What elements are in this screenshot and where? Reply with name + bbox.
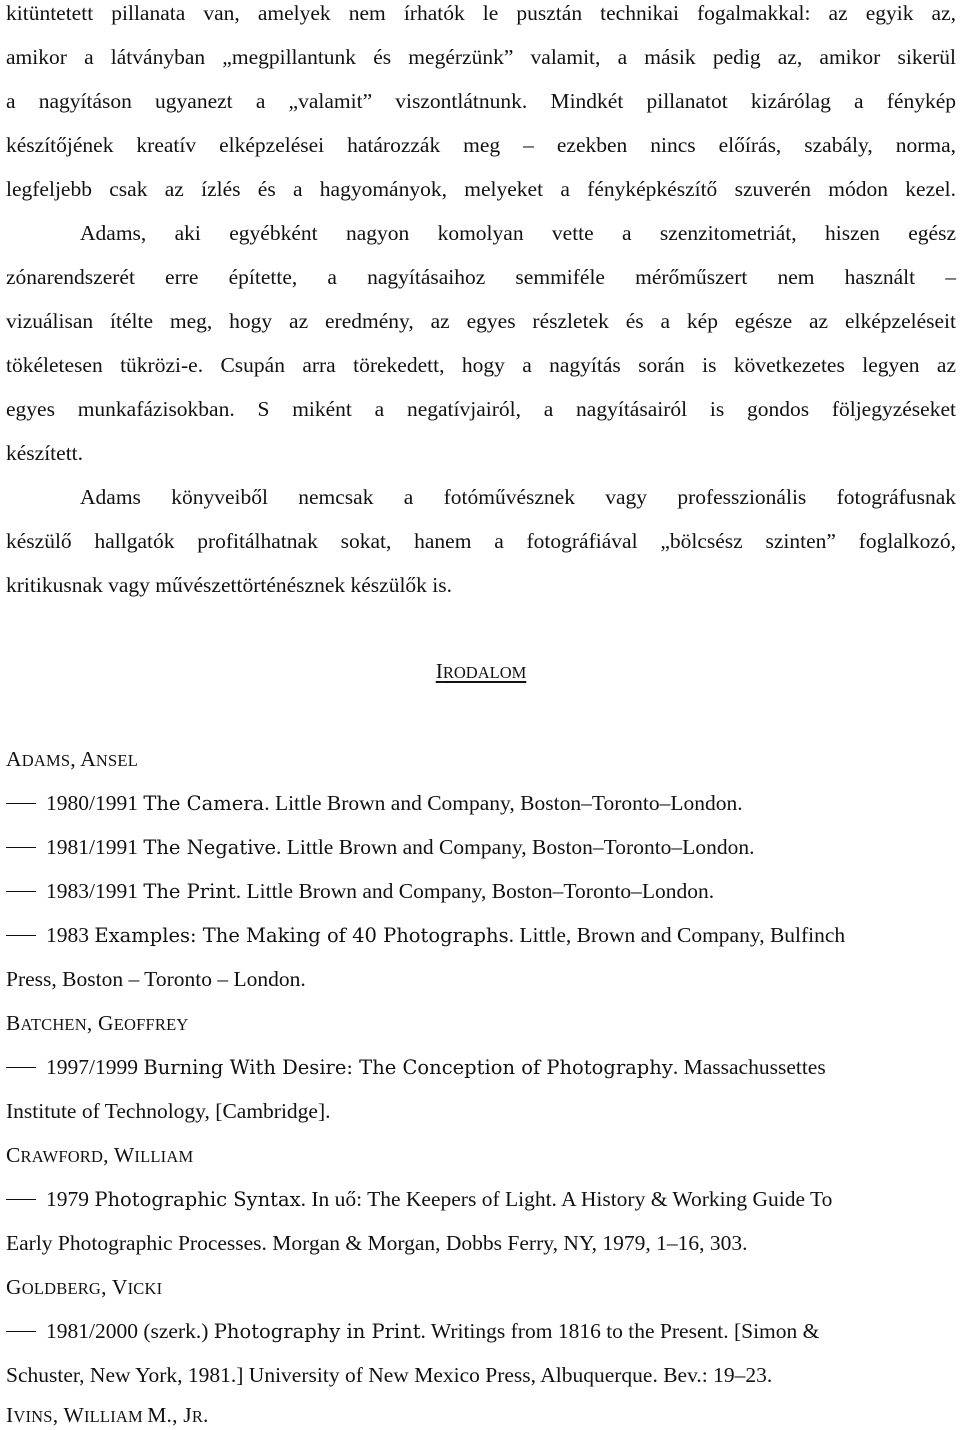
em-dash [6,803,36,804]
em-dash [6,891,36,892]
em-dash [6,847,36,848]
paragraph-line: Adams könyveiből nemcsak a fotóművésznek vagy professzionális fotográfusnak [80,485,956,509]
paragraph-line: tökéletesen tükrözi-e. Csupán arra törekedett, hogy a nagyítás során is következetes legyen az [6,353,956,377]
paragraph-line: készítőjének kreatív elképzelései határozzák meg – ezekben nincs előírás, szabály, norma, [6,133,956,157]
em-dash [6,1199,36,1200]
bibliography-entry: 1981/1991 The Negative. Little Brown and Company, Boston–Toronto–London. [6,834,754,861]
paragraph-line: amikor a látványban „megpillantunk és megérzünk” valamit, a másik pedig az, amikor sikerül [6,45,956,69]
paragraph-line: kritikusnak vagy művészettörténésznek készülők is. [6,573,453,597]
bibliography-entry: 1981/2000 (szerk.) Photography in Print. Writings from 1816 to the Present. [Simon & [6,1318,819,1345]
paragraph-line: Adams, aki egyébként nagyon komolyan vette a szenzitometriát, hiszen egész [80,221,956,245]
author-heading: IVINS, WILLIAM M., JR. [6,1403,209,1427]
paragraph-line: egyes munkafázisokban. S miként a negatívjairól, a nagyításairól is gondos följegyzéseket [6,397,956,421]
bibliography-entry-continuation: Institute of Technology, [Cambridge]. [6,1099,331,1123]
author-heading: GOLDBERG, VICKI [6,1275,163,1299]
bibliography-entry: 1979 Photographic Syntax. In uő: The Keepers of Light. A History & Working Guide To [6,1186,832,1213]
bibliography-entry-continuation: Early Photographic Processes. Morgan & Morgan, Dobbs Ferry, NY, 1979, 1–16, 303. [6,1231,748,1255]
em-dash [6,935,36,936]
bibliography-entry: 1980/1991 The Camera. Little Brown and Company, Boston–Toronto–London. [6,790,743,817]
heading-initial: I [435,659,443,683]
bibliography-entry: 1983/1991 The Print. Little Brown and Company, Boston–Toronto–London. [6,878,714,905]
paragraph-line: a nagyításon ugyanezt a „valamit” viszontlátnunk. Mindkét pillanatot kizárólag a fénykép [6,89,956,113]
author-heading: ADAMS, ANSEL [6,747,138,771]
bibliography-entry: 1997/1999 Burning With Desire: The Conception of Photography. Massachussettes [6,1054,826,1081]
paragraph-line: vizuálisan ítélte meg, hogy az eredmény, az egyes részletek és a kép egésze az elképzeléseit [6,309,956,333]
bibliography-entry-continuation: Schuster, New York, 1981.] University of New Mexico Press, Albuquerque. Bev.: 19–23. [6,1363,773,1387]
paragraph-line: legfeljebb csak az ízlés és a hagyományok, melyeket a fényképkészítő szuverén módon kezel. [6,177,956,201]
em-dash [6,1067,36,1068]
bibliography-entry-continuation: Press, Boston – Toronto – London. [6,967,306,991]
paragraph-line: kitüntetett pillanata van, amelyek nem írhatók le pusztán technikai fogalmakkal: az egyik az, [6,1,956,25]
section-heading [6,658,956,686]
paragraph-line: készülő hallgatók profitálhatnak sokat, hanem a fotográfiával „bölcsész szinten” foglalkozó, [6,529,956,553]
em-dash [6,1331,36,1332]
author-heading: BATCHEN, GEOFFREY [6,1011,189,1035]
heading-rest: RODALOM [442,663,527,682]
author-heading: CRAWFORD, WILLIAM [6,1143,194,1167]
bibliography-entry: 1983 Examples: The Making of 40 Photographs. Little, Brown and Company, Bulfinch [6,922,845,949]
paragraph-line: zónarendszerét erre építette, a nagyításaihoz semmiféle mérőműszert nem használt – [6,265,956,289]
paragraph-line: készített. [6,441,84,465]
